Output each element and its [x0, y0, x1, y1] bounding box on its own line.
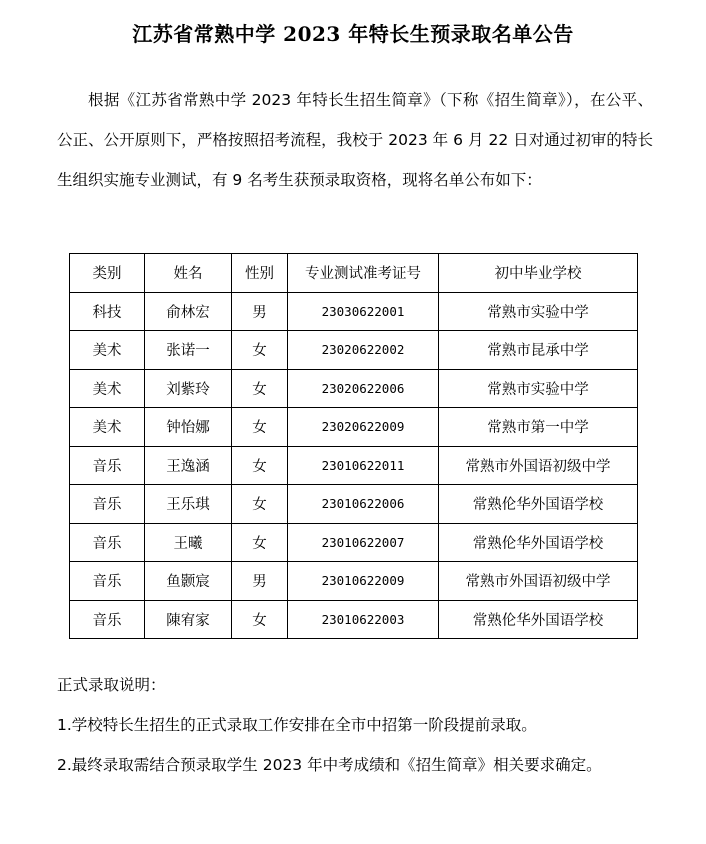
notes-item: 2.最终录取需结合预录取学生 2023 年中考成绩和《招生简章》相关要求确定。 — [57, 756, 602, 774]
notes-item: 1.学校特长生招生的正式录取工作安排在全市中招第一阶段提前录取。 — [57, 716, 537, 734]
cell-category: 科技 — [70, 292, 145, 331]
cell-category: 音乐 — [70, 446, 145, 485]
cell-exam-number: 23020622002 — [288, 331, 439, 370]
cell-category: 音乐 — [70, 523, 145, 562]
cell-school: 常熟市外国语初级中学 — [439, 446, 638, 485]
cell-name: 刘紫玲 — [145, 369, 232, 408]
cell-school: 常熟市外国语初级中学 — [439, 562, 638, 601]
cell-name: 张诺一 — [145, 331, 232, 370]
cell-school: 常熟市昆承中学 — [439, 331, 638, 370]
cell-gender: 女 — [232, 331, 288, 370]
cell-name: 王逸涵 — [145, 446, 232, 485]
cell-exam-number: 23020622006 — [288, 369, 439, 408]
column-header-gender: 性别 — [232, 254, 288, 293]
cell-category: 音乐 — [70, 562, 145, 601]
cell-category: 美术 — [70, 369, 145, 408]
admission-table — [69, 253, 638, 639]
cell-gender: 女 — [232, 369, 288, 408]
cell-exam-number: 23010622009 — [288, 562, 439, 601]
intro-paragraph: 根据《江苏省常熟中学 2023 年特长生招生简章》（下称《招生简章》），在公平、公正、公开原则下，严格按照招考流程，我校于 2023 年 6 月 22 日对通过初审的特长生组织实施专业测试，有 9 名考生获预录取资格，现将名单公布如下： — [57, 91, 653, 189]
cell-exam-number: 23010622003 — [288, 600, 439, 639]
cell-exam-number: 23010622007 — [288, 523, 439, 562]
table-row — [70, 331, 638, 370]
cell-gender: 女 — [232, 408, 288, 447]
cell-gender: 男 — [232, 562, 288, 601]
cell-category: 美术 — [70, 331, 145, 370]
cell-school: 常熟伦华外国语学校 — [439, 485, 638, 524]
column-header-school: 初中毕业学校 — [439, 254, 638, 293]
cell-school: 常熟伦华外国语学校 — [439, 523, 638, 562]
cell-gender: 女 — [232, 485, 288, 524]
cell-name: 王乐琪 — [145, 485, 232, 524]
cell-exam-number: 23010622011 — [288, 446, 439, 485]
table-header-row — [70, 254, 638, 293]
table-row — [70, 446, 638, 485]
cell-exam-number: 23020622009 — [288, 408, 439, 447]
table-row — [70, 523, 638, 562]
cell-category: 音乐 — [70, 600, 145, 639]
cell-gender: 女 — [232, 523, 288, 562]
table-row — [70, 600, 638, 639]
cell-school: 常熟市实验中学 — [439, 292, 638, 331]
cell-gender: 女 — [232, 600, 288, 639]
cell-exam-number: 23030622001 — [288, 292, 439, 331]
cell-category: 音乐 — [70, 485, 145, 524]
cell-school: 常熟伦华外国语学校 — [439, 600, 638, 639]
cell-name: 俞林宏 — [145, 292, 232, 331]
table-row — [70, 369, 638, 408]
cell-gender: 男 — [232, 292, 288, 331]
cell-school: 常熟市实验中学 — [439, 369, 638, 408]
table-row — [70, 485, 638, 524]
notes-heading: 正式录取说明： — [57, 676, 166, 694]
column-header-name: 姓名 — [145, 254, 232, 293]
page-title: 江苏省常熟中学 2023 年特长生预录取名单公告 — [132, 22, 574, 46]
cell-name: 钟怡娜 — [145, 408, 232, 447]
cell-name: 陳宥家 — [145, 600, 232, 639]
cell-name: 鱼颢宸 — [145, 562, 232, 601]
column-header-exam-number: 专业测试准考证号 — [288, 254, 439, 293]
cell-category: 美术 — [70, 408, 145, 447]
cell-exam-number: 23010622006 — [288, 485, 439, 524]
table-row — [70, 408, 638, 447]
table-row — [70, 562, 638, 601]
column-header-category: 类别 — [70, 254, 145, 293]
cell-name: 王曦 — [145, 523, 232, 562]
cell-gender: 女 — [232, 446, 288, 485]
cell-school: 常熟市第一中学 — [439, 408, 638, 447]
table-row — [70, 292, 638, 331]
admission-notes — [57, 665, 653, 785]
